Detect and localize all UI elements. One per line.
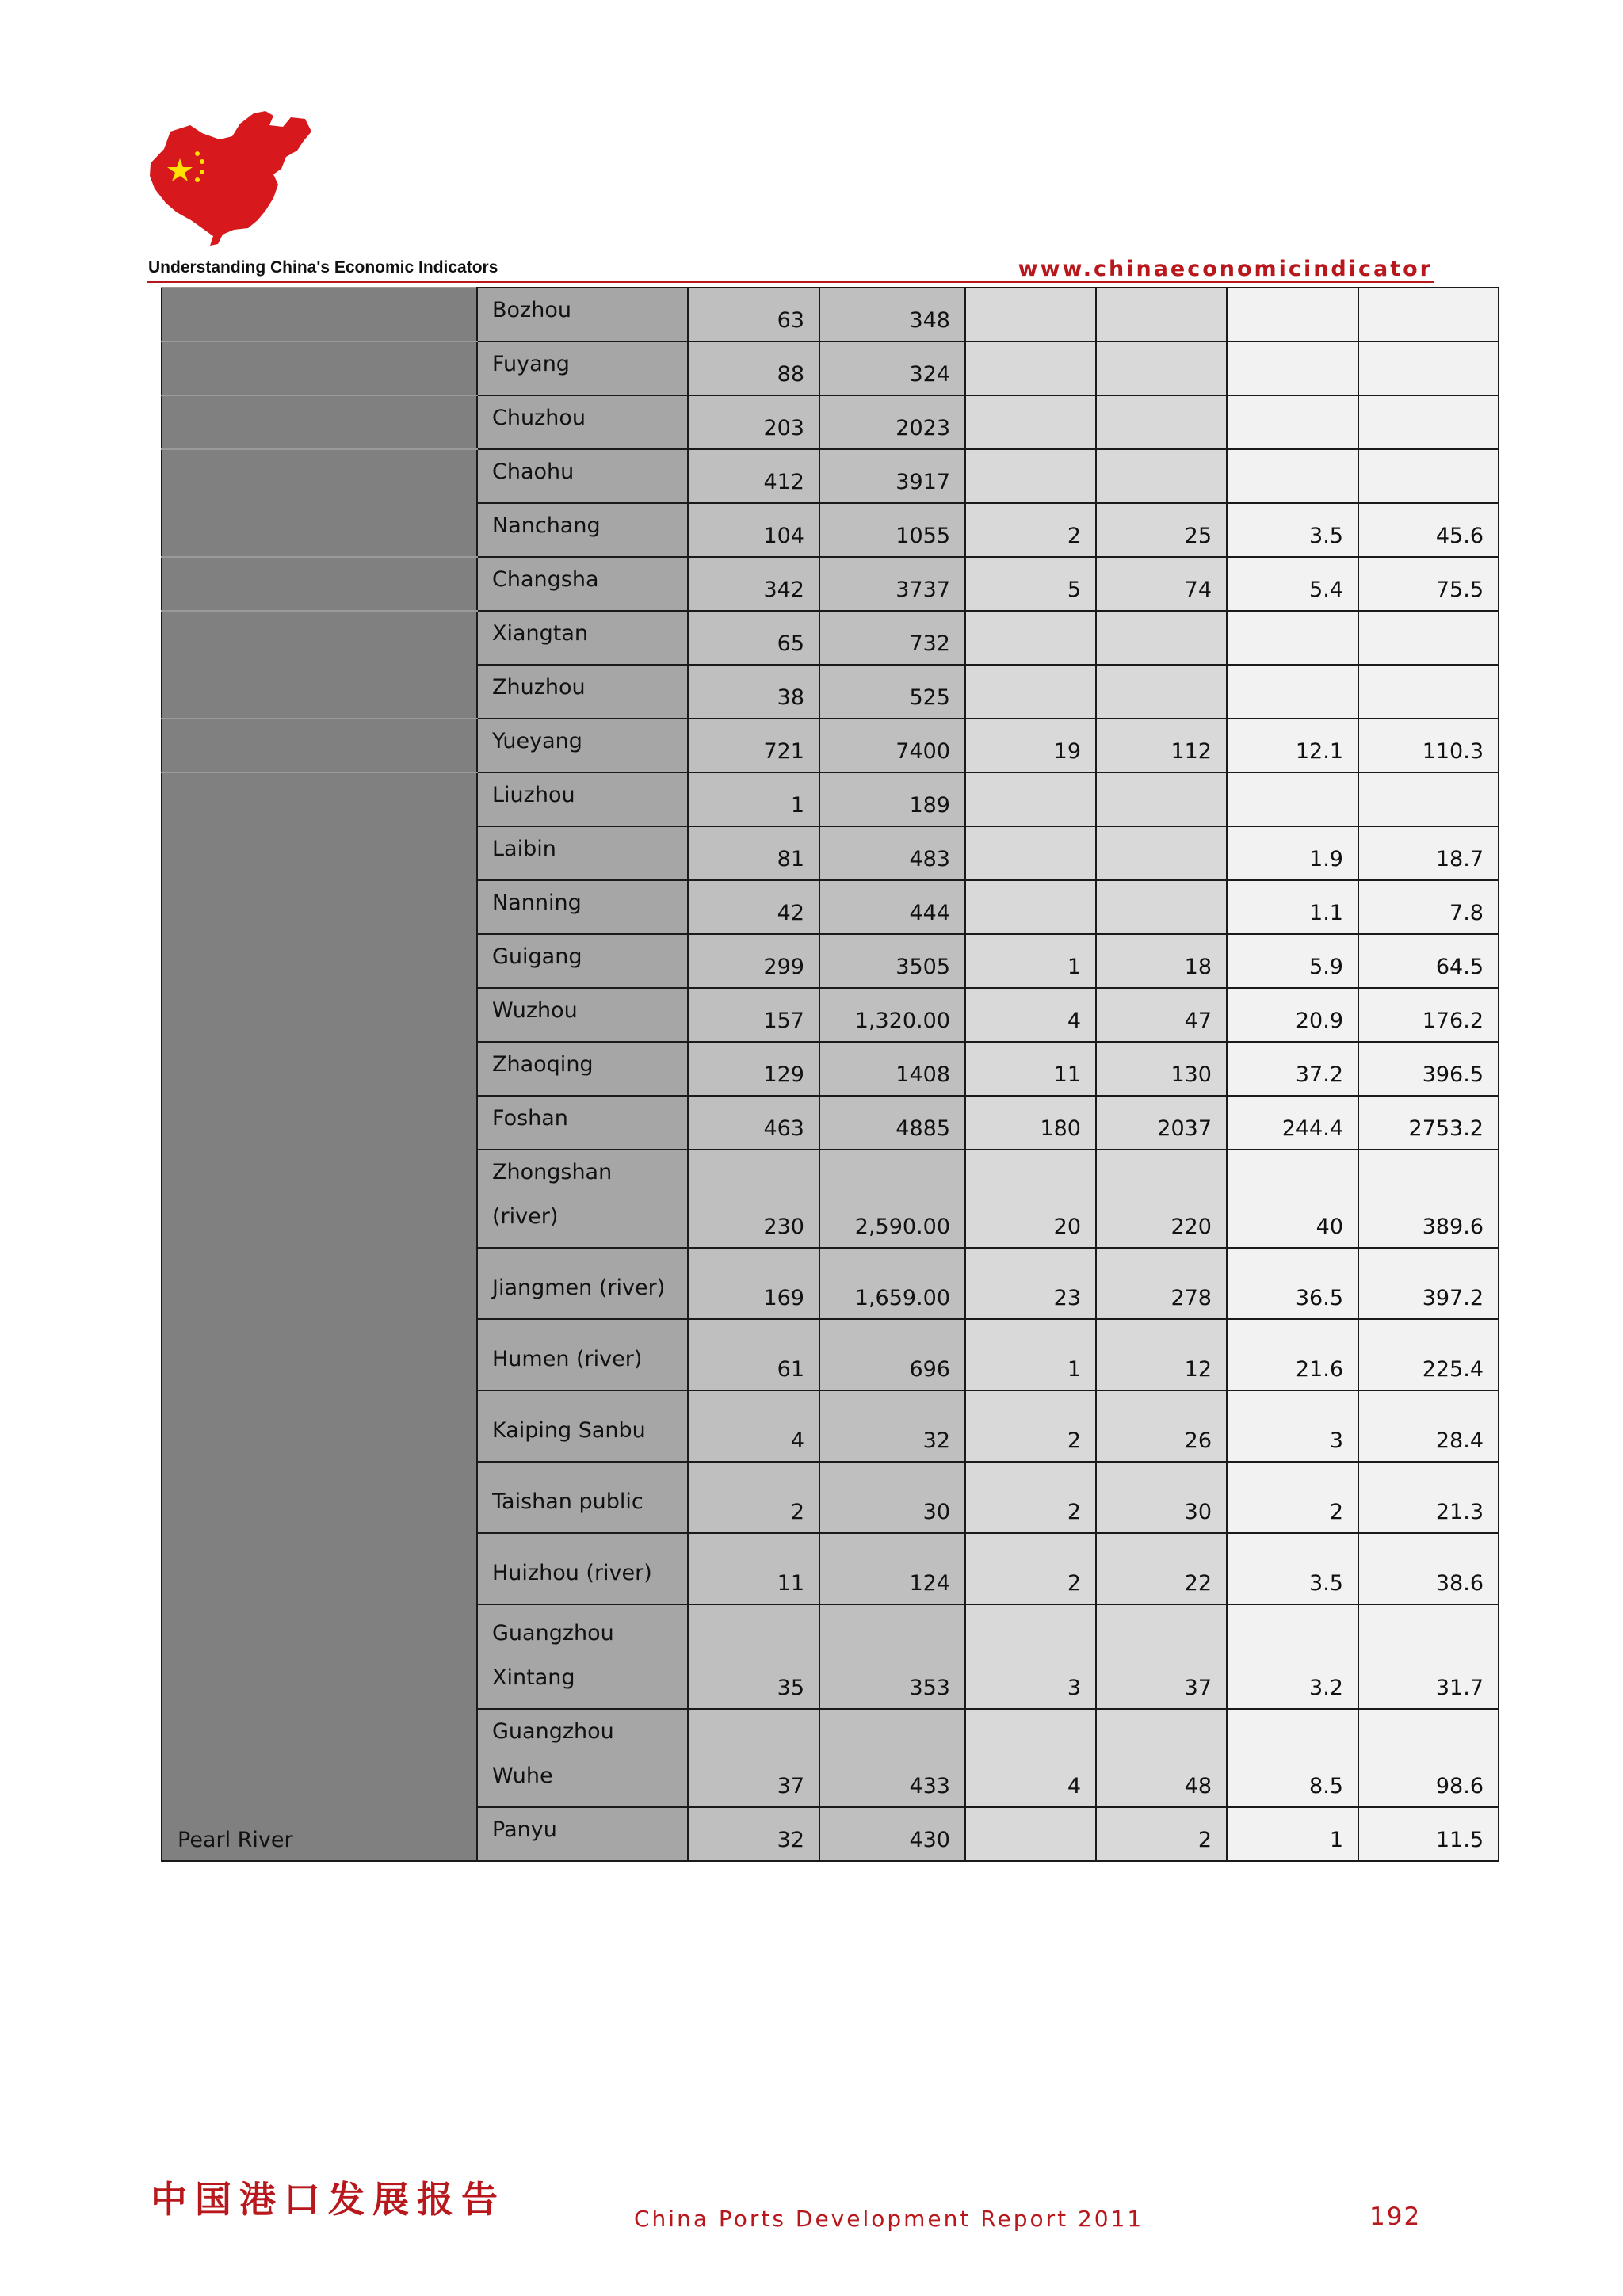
port-name: Zhongshan (river) [477,1150,688,1248]
value-cell: 203 [688,395,819,449]
value-cell: 2 [965,1533,1096,1604]
ports-table [161,287,1499,1862]
port-name: Fuyang [477,341,688,395]
value-cell: 37.2 [1227,1042,1358,1096]
value-cell: 20.9 [1227,988,1358,1042]
value-cell [965,449,1096,503]
value-cell: 3.5 [1227,503,1358,557]
value-cell: 42 [688,880,819,934]
table-row [162,611,1499,665]
value-cell [965,665,1096,719]
value-cell [1358,665,1499,719]
value-cell [965,880,1096,934]
value-cell: 11.5 [1358,1807,1499,1861]
value-cell: 220 [1096,1150,1227,1248]
table-row [162,288,1499,341]
region-cell [162,395,477,449]
value-cell: 45.6 [1358,503,1499,557]
port-name: Liuzhou [477,772,688,826]
value-cell: 3917 [819,449,965,503]
value-cell: 483 [819,826,965,880]
value-cell: 37 [1096,1604,1227,1709]
value-cell [1227,665,1358,719]
page-number: 192 [1369,2203,1422,2231]
port-name: Guangzhou Xintang [477,1604,688,1709]
value-cell: 30 [1096,1462,1227,1533]
value-cell: 26 [1096,1390,1227,1462]
value-cell: 1 [1227,1807,1358,1861]
port-name: Humen (river) [477,1319,688,1390]
footer-title: China Ports Development Report 2011 [634,2206,1144,2232]
value-cell: 1408 [819,1042,965,1096]
value-cell [1358,341,1499,395]
port-name: Zhuzhou [477,665,688,719]
value-cell [1358,288,1499,341]
value-cell: 19 [965,719,1096,772]
value-cell: 230 [688,1150,819,1248]
value-cell: 38 [688,665,819,719]
region-cell [162,341,477,395]
value-cell: 2 [965,503,1096,557]
value-cell [1227,395,1358,449]
value-cell [965,772,1096,826]
value-cell: 2 [965,1462,1096,1533]
header-url[interactable]: www.chinaeconomicindicator [1018,257,1433,281]
value-cell: 180 [965,1096,1096,1150]
value-cell [1227,611,1358,665]
value-cell: 353 [819,1604,965,1709]
value-cell [1096,772,1227,826]
value-cell [965,1807,1096,1861]
port-name: Taishan public [477,1462,688,1533]
value-cell: 47 [1096,988,1227,1042]
region-cell [162,611,477,719]
value-cell: 35 [688,1604,819,1709]
value-cell [965,341,1096,395]
port-name: Xiangtan [477,611,688,665]
value-cell [1358,611,1499,665]
port-name: Guigang [477,934,688,988]
region-cell-pearl-river: Pearl River [162,772,477,1861]
value-cell: 348 [819,288,965,341]
value-cell: 130 [1096,1042,1227,1096]
value-cell: 1,659.00 [819,1248,965,1319]
value-cell: 104 [688,503,819,557]
value-cell: 2,590.00 [819,1150,965,1248]
value-cell: 74 [1096,557,1227,611]
value-cell: 1,320.00 [819,988,965,1042]
value-cell: 5.9 [1227,934,1358,988]
value-cell: 169 [688,1248,819,1319]
value-cell: 18 [1096,934,1227,988]
value-cell: 430 [819,1807,965,1861]
value-cell: 30 [819,1462,965,1533]
footer-chinese-title: 中国港口发展报告 [151,2178,506,2221]
value-cell: 433 [819,1709,965,1807]
value-cell [1096,449,1227,503]
value-cell [965,826,1096,880]
value-cell: 3.2 [1227,1604,1358,1709]
value-cell: 81 [688,826,819,880]
value-cell: 7400 [819,719,965,772]
value-cell: 2 [965,1390,1096,1462]
value-cell: 157 [688,988,819,1042]
value-cell: 11 [965,1042,1096,1096]
table-row [162,719,1499,772]
table-row [162,449,1499,503]
value-cell [1227,288,1358,341]
value-cell: 11 [688,1533,819,1604]
value-cell: 36.5 [1227,1248,1358,1319]
value-cell: 1.9 [1227,826,1358,880]
port-name: Laibin [477,826,688,880]
port-name: Yueyang [477,719,688,772]
value-cell [1227,341,1358,395]
value-cell: 342 [688,557,819,611]
value-cell: 3505 [819,934,965,988]
value-cell: 21.3 [1358,1462,1499,1533]
value-cell [1096,665,1227,719]
value-cell: 1055 [819,503,965,557]
port-name: Nanchang [477,503,688,557]
value-cell: 4 [965,988,1096,1042]
value-cell: 525 [819,665,965,719]
table-row [162,772,1499,826]
value-cell [1358,772,1499,826]
value-cell: 31.7 [1358,1604,1499,1709]
value-cell: 38.6 [1358,1533,1499,1604]
value-cell: 463 [688,1096,819,1150]
value-cell: 3737 [819,557,965,611]
value-cell: 4885 [819,1096,965,1150]
port-name: Guangzhou Wuhe [477,1709,688,1807]
port-name: Jiangmen (river) [477,1248,688,1319]
region-cell [162,557,477,611]
value-cell: 396.5 [1358,1042,1499,1096]
value-cell: 732 [819,611,965,665]
value-cell: 3.5 [1227,1533,1358,1604]
value-cell: 299 [688,934,819,988]
port-name: Chaohu [477,449,688,503]
header-subtitle: Understanding China's Economic Indicators [148,258,498,277]
value-cell [1358,395,1499,449]
value-cell: 12.1 [1227,719,1358,772]
value-cell: 112 [1096,719,1227,772]
value-cell: 3 [1227,1390,1358,1462]
value-cell: 64.5 [1358,934,1499,988]
port-name: Nanning [477,880,688,934]
value-cell [1096,826,1227,880]
china-map-flag-icon [147,109,313,252]
value-cell: 1 [965,934,1096,988]
value-cell: 28.4 [1358,1390,1499,1462]
value-cell: 4 [965,1709,1096,1807]
value-cell: 22 [1096,1533,1227,1604]
value-cell: 129 [688,1042,819,1096]
value-cell: 2 [1227,1462,1358,1533]
value-cell: 324 [819,341,965,395]
value-cell: 7.8 [1358,880,1499,934]
table-row [162,341,1499,395]
value-cell: 21.6 [1227,1319,1358,1390]
value-cell [1227,449,1358,503]
value-cell: 48 [1096,1709,1227,1807]
value-cell: 32 [819,1390,965,1462]
value-cell: 176.2 [1358,988,1499,1042]
table-row [162,395,1499,449]
region-cell [162,449,477,557]
value-cell [965,288,1096,341]
value-cell: 124 [819,1533,965,1604]
value-cell: 61 [688,1319,819,1390]
value-cell: 1 [965,1319,1096,1390]
value-cell: 412 [688,449,819,503]
value-cell: 3 [965,1604,1096,1709]
value-cell [1096,880,1227,934]
value-cell: 63 [688,288,819,341]
value-cell: 12 [1096,1319,1227,1390]
value-cell: 1.1 [1227,880,1358,934]
value-cell: 1 [688,772,819,826]
value-cell [1096,288,1227,341]
value-cell [1096,611,1227,665]
value-cell [1227,772,1358,826]
value-cell: 32 [688,1807,819,1861]
port-name: Zhaoqing [477,1042,688,1096]
value-cell: 2753.2 [1358,1096,1499,1150]
value-cell: 2 [1096,1807,1227,1861]
value-cell: 5 [965,557,1096,611]
value-cell: 98.6 [1358,1709,1499,1807]
value-cell: 37 [688,1709,819,1807]
port-name: Changsha [477,557,688,611]
value-cell: 65 [688,611,819,665]
value-cell: 8.5 [1227,1709,1358,1807]
value-cell: 696 [819,1319,965,1390]
value-cell: 75.5 [1358,557,1499,611]
port-name: Huizhou (river) [477,1533,688,1604]
region-cell [162,288,477,341]
region-cell [162,719,477,772]
value-cell: 20 [965,1150,1096,1248]
value-cell: 244.4 [1227,1096,1358,1150]
value-cell: 2 [688,1462,819,1533]
value-cell: 389.6 [1358,1150,1499,1248]
value-cell [965,395,1096,449]
port-name: Chuzhou [477,395,688,449]
value-cell [1358,449,1499,503]
value-cell: 721 [688,719,819,772]
value-cell: 2023 [819,395,965,449]
value-cell: 444 [819,880,965,934]
value-cell: 189 [819,772,965,826]
value-cell [1096,341,1227,395]
value-cell: 18.7 [1358,826,1499,880]
table-row [162,557,1499,611]
header-divider [147,281,1434,283]
value-cell: 23 [965,1248,1096,1319]
port-name: Kaiping Sanbu [477,1390,688,1462]
value-cell: 278 [1096,1248,1227,1319]
value-cell: 25 [1096,503,1227,557]
port-name: Bozhou [477,288,688,341]
value-cell: 5.4 [1227,557,1358,611]
port-name: Wuzhou [477,988,688,1042]
value-cell: 88 [688,341,819,395]
value-cell: 2037 [1096,1096,1227,1150]
value-cell: 397.2 [1358,1248,1499,1319]
value-cell: 110.3 [1358,719,1499,772]
value-cell: 225.4 [1358,1319,1499,1390]
value-cell: 4 [688,1390,819,1462]
port-name: Foshan [477,1096,688,1150]
value-cell: 40 [1227,1150,1358,1248]
value-cell [1096,395,1227,449]
port-name: Panyu [477,1807,688,1861]
value-cell [965,611,1096,665]
